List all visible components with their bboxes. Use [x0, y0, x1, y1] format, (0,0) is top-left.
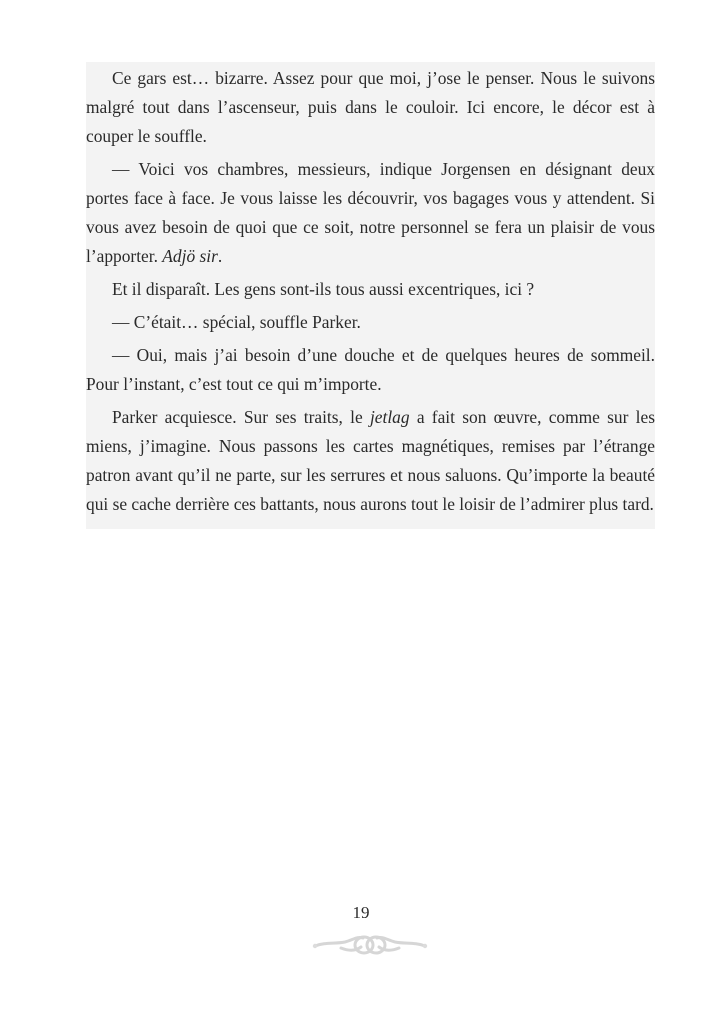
paragraph-2-italic: Adjö sir	[162, 246, 218, 266]
paragraph-2	[86, 155, 655, 271]
paragraph-2-text: — Voici vos chambres, messieurs, indique Jorgensen en désignant deux portes face à face. Je vous laisse les découvrir, vos bagages vous y attendent. Si vous avez besoin de quoi que ce soit, notre personnel se fera un plaisir de vous l’apporter.	[86, 159, 655, 266]
paragraph-6-end: a fait son œuvre, comme sur les miens, j’imagine. Nous passons les cartes magnétiques, remises par l’étrange patron avant qu’il ne parte, sur les serrures et nous saluons. Qu’importe la beauté qui se cache derrière ces battants, nous aurons tout le loisir de l’admirer plus tard.	[86, 407, 655, 514]
paragraph-2-end: .	[217, 246, 223, 266]
page-number: 19	[352, 903, 370, 922]
paragraph-3: Et il disparaît. Les gens sont-ils tous aussi excentriques, ici ?	[112, 279, 535, 299]
paragraph-5: — Oui, mais j’ai besoin d’une douche et de quelques heures de sommeil. Pour l’instant, c’est tout ce qui m’importe.	[86, 345, 655, 394]
paragraph-6	[86, 403, 655, 519]
paragraph-6-text: Parker acquiesce. Sur ses traits, le	[112, 407, 370, 427]
decorative-flourish-icon	[311, 930, 429, 958]
paragraph-6-italic: jetlag	[369, 407, 410, 427]
paragraph-1: Ce gars est… bizarre. Assez pour que moi, j’ose le penser. Nous le suivons malgré tout dans l’ascenseur, puis dans le couloir. Ici encore, le décor est à couper le souffle.	[86, 68, 655, 146]
paragraph-4: — C’était… spécial, souffle Parker.	[112, 312, 361, 332]
body-text	[86, 62, 655, 529]
